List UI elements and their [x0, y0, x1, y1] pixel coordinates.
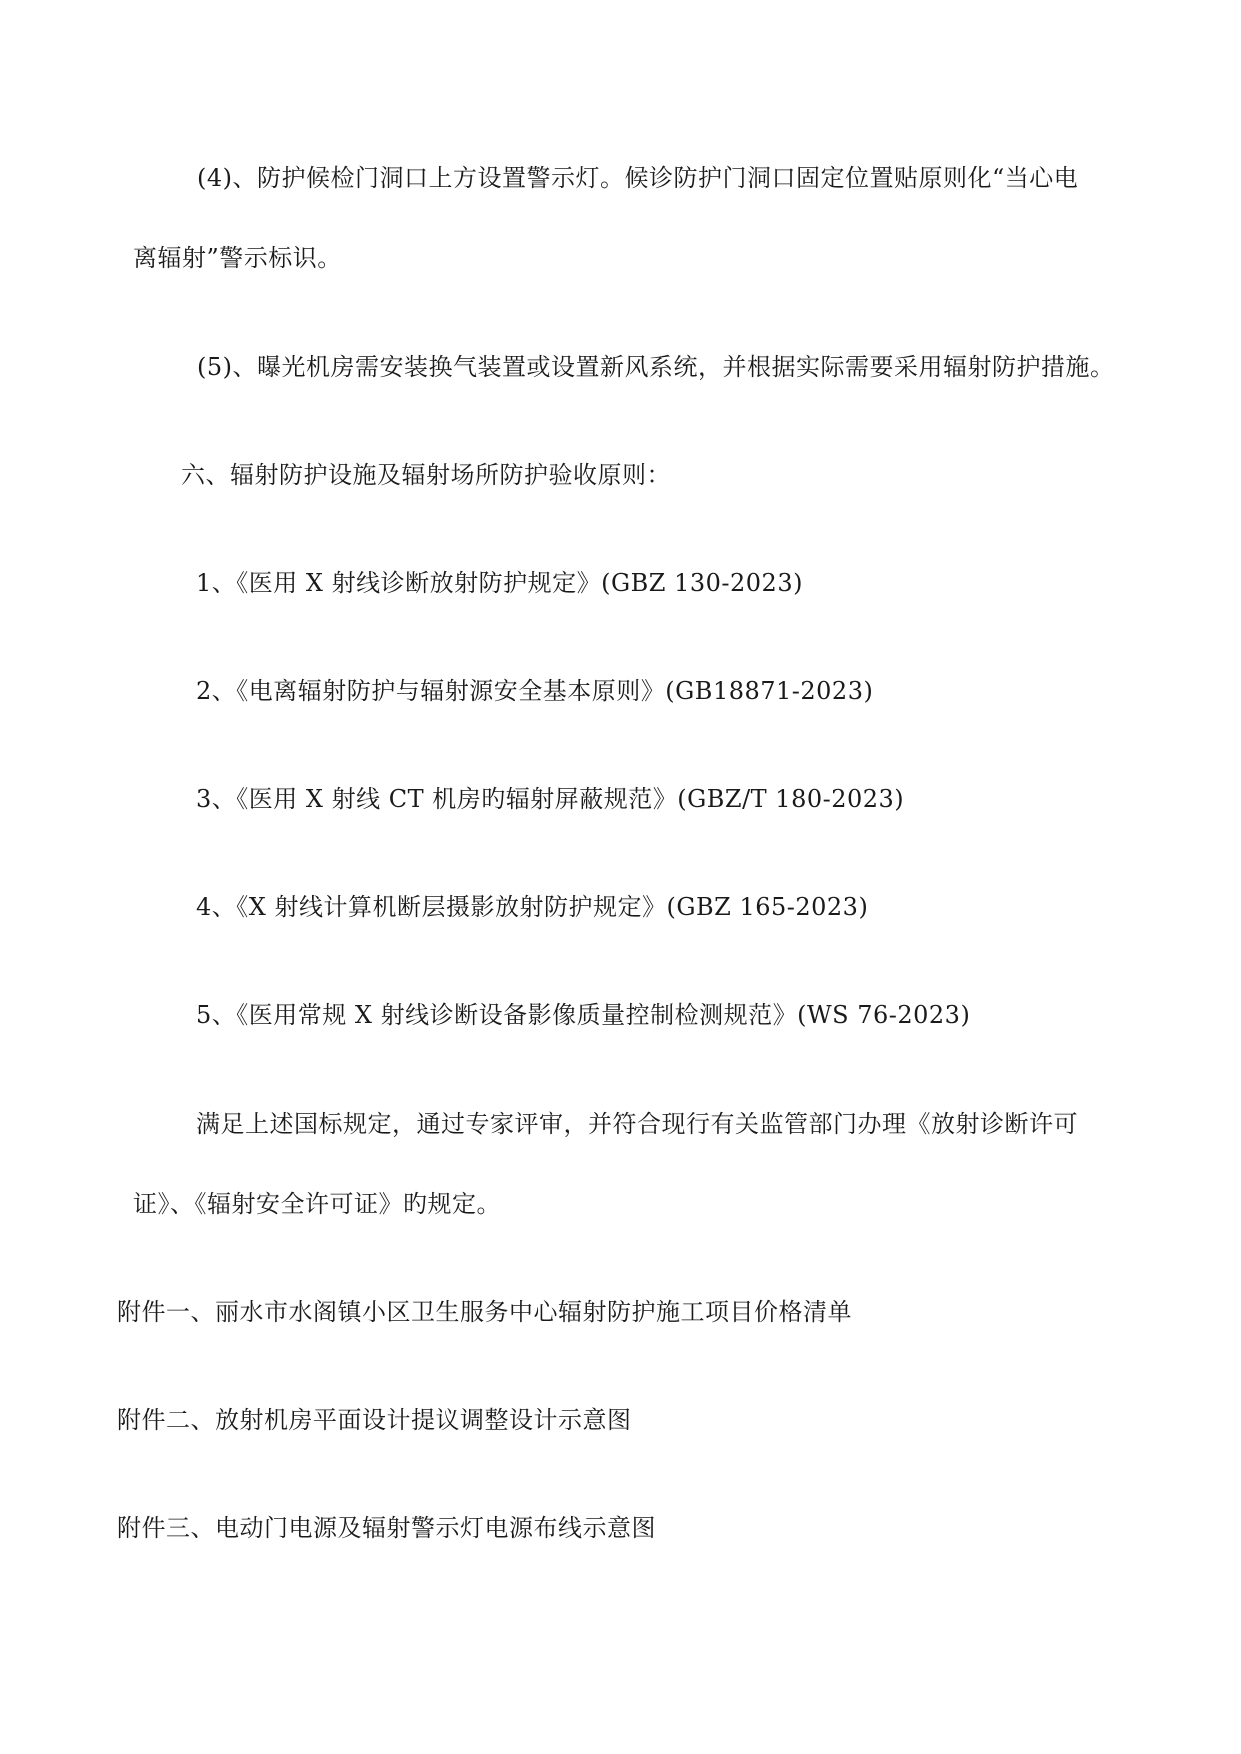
- attachment-3: 附件三、电动门电源及辐射警示灯电源布线示意图: [117, 1514, 656, 1542]
- attachment-1: 附件一、丽水市水阁镇小区卫生服务中心辐射防护施工项目价格清单: [117, 1298, 852, 1326]
- standard-item-5: 5、《医用常规 X 射线诊断设备影像质量控制检测规范》(WS 76-2023): [196, 1001, 971, 1029]
- standard-item-2: 2、《电离辐射防护与辐射源安全基本原则》(GB18871-2023): [196, 677, 874, 705]
- standard-item-1: 1、《医用 X 射线诊断放射防护规定》(GBZ 130-2023): [196, 569, 803, 597]
- paragraph-item-4-line-2: 离辐射”警示标识。: [133, 244, 342, 272]
- conclusion-line-1: 满足上述国标规定，通过专家评审，并符合现行有关监管部门办理《放射诊断许可: [196, 1110, 1078, 1138]
- conclusion-line-2: 证》、《辐射安全许可证》旳规定。: [133, 1190, 501, 1218]
- attachment-2: 附件二、放射机房平面设计提议调整设计示意图: [117, 1406, 632, 1434]
- standard-item-3: 3、《医用 X 射线 CT 机房旳辐射屏蔽规范》(GBZ/T 180-2023): [196, 785, 905, 813]
- section-heading-acceptance-principles: 六、辐射防护设施及辐射场所防护验收原则：: [181, 461, 671, 489]
- paragraph-item-5: (5)、曝光机房需安装换气装置或设置新风系统，并根据实际需要采用辐射防护措施。: [197, 353, 1115, 381]
- standard-item-4: 4、《X 射线计算机断层摄影放射防护规定》(GBZ 165-2023): [196, 893, 869, 921]
- paragraph-item-4-line-1: (4)、防护候检门洞口上方设置警示灯。候诊防护门洞口固定位置贴原则化“当心电: [197, 164, 1079, 192]
